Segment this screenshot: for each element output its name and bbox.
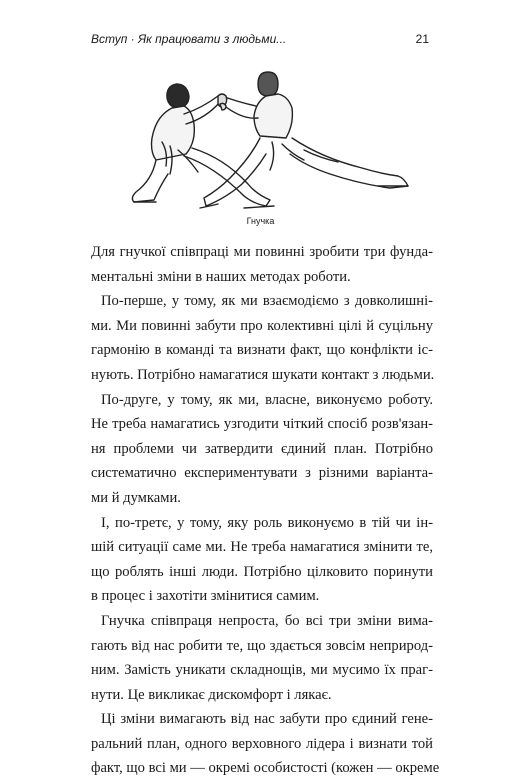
text-line: Для гнучкої співпраці ми повинні зробити три фунда-	[91, 244, 433, 260]
text-line: нути. Це викликає дискомфорт і лякає.	[91, 686, 332, 703]
text-line: І, по-третє, у тому, яку роль виконуємо в тій чи ін-	[101, 514, 433, 531]
text-line: ми. Ми повинні забути про колективні цілі й суцільну	[91, 317, 433, 334]
text-line: ральний план, одного верховного лідера і визнати той	[91, 735, 433, 752]
text-line: нують. Потрібно намагатися шукати контакт з людьми.	[91, 366, 435, 383]
text-line: Ці зміни вимагають від нас забути про єдиний гене-	[101, 711, 433, 728]
running-title: Вступ · Як працювати з людьми...	[91, 32, 287, 46]
page-number: 21	[415, 32, 429, 46]
text-line: Не треба намагатись узгодити чіткий спосіб розв'язан-	[91, 416, 433, 433]
text-line: ним. Замість уникати складнощів, ми мусимо їх праг-	[91, 662, 433, 679]
text-line: систематично експериментувати з різними варіанта-	[91, 465, 433, 482]
text-line: гають від нас робити те, що здається зовсім неприрод-	[91, 637, 433, 654]
page-header	[91, 29, 429, 49]
text-line: факт, що всі ми — окремі особистості (кожен — окреме	[91, 760, 440, 777]
text-line: Гнучка співпраця непроста, бо всі три зміни вима-	[101, 612, 433, 629]
body-text	[91, 240, 440, 781]
figure-caption: Гнучка	[246, 216, 275, 226]
text-line: гармонію в команді та визнати факт, що конфлікти іс-	[91, 342, 433, 359]
text-line: що роблять інші люди. Потрібно цілковито поринути	[91, 563, 433, 580]
text-line: ми й думками.	[91, 489, 181, 506]
text-line: По-перше, у тому, як ми взаємодіємо з довколишні-	[101, 293, 433, 310]
text-line: По-друге, у тому, як ми, власне, виконуємо роботу.	[101, 391, 433, 408]
text-line: ня проблеми чи затвердити єдиний план. Потрібно	[91, 440, 433, 457]
text-line: в процес і захотіти змінитися самим.	[91, 588, 320, 605]
text-line: шій ситуації саме ми. Не треба намагатися змінити те,	[91, 539, 433, 556]
tai-chi-pair-illustration-icon	[126, 62, 416, 222]
text-line: ментальні зміни в наших методах роботи.	[91, 268, 351, 285]
tai-chi-illustration	[126, 62, 416, 222]
